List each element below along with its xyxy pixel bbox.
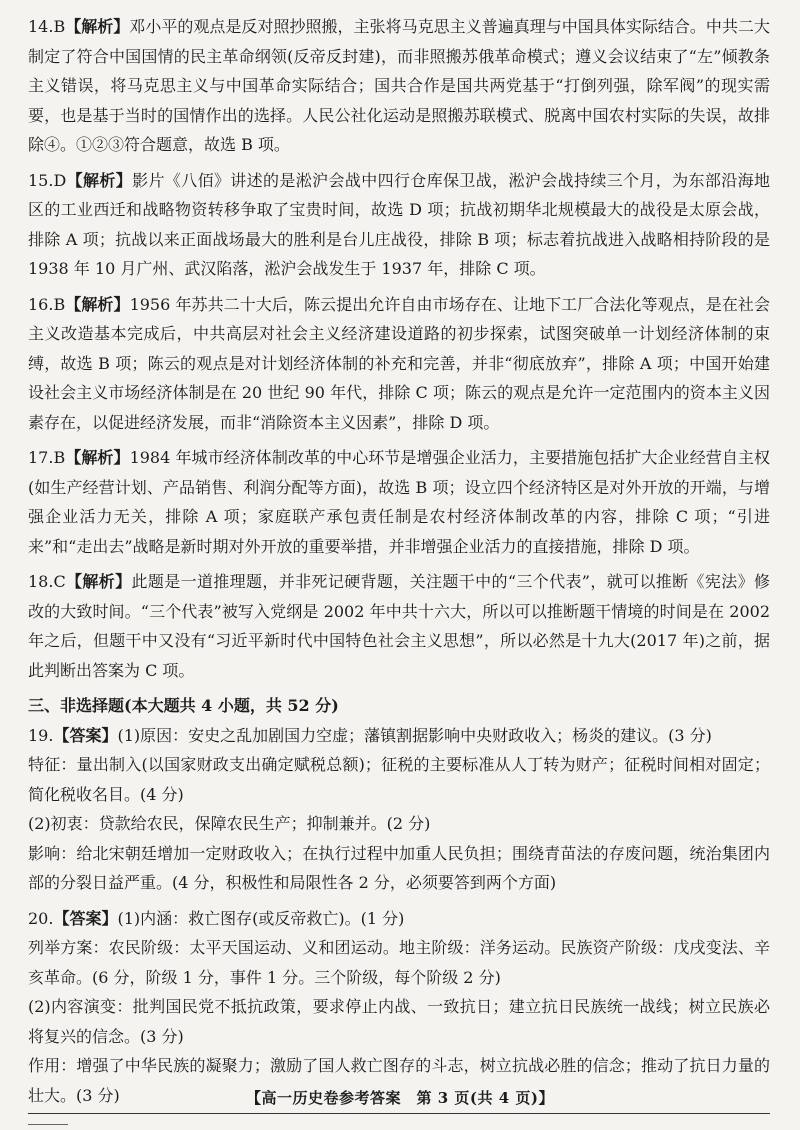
answer-tag: 【答案】	[53, 725, 118, 745]
explanation-tag: 【解析】	[65, 572, 132, 591]
answer-part-1: (1)内涵：救亡图存(或反帝救亡)。(1 分)	[117, 908, 405, 928]
question-number: 14.B	[28, 17, 66, 36]
explanation-tag: 【解析】	[65, 448, 130, 467]
question-17-explanation	[28, 443, 770, 561]
question-19-answer	[28, 721, 770, 898]
section-heading: 三、非选择题(本大题共 4 小题，共 52 分)	[28, 696, 339, 715]
question-number: 16.B	[28, 294, 66, 314]
question-18-explanation	[28, 567, 770, 685]
question-number: 17.B	[28, 448, 66, 467]
answer-part-1: (1)原因：安史之乱加剧国力空虚；藩镇割据影响中央财政收入；杨炎的建议。(3 分)	[117, 725, 712, 745]
footer-corner-mark	[28, 1124, 68, 1125]
question-15-explanation	[28, 166, 770, 284]
answer-part-3: (2)初衷：贷款给农民，保障农民生产；抑制兼并。(2 分)	[28, 814, 431, 833]
question-16-explanation	[28, 290, 770, 438]
explanation-text: 此题是一道推理题，并非死记硬背题，关注题干中的“三个代表”，就可以推断《宪法》修改的大致时间。“三个代表”被写入党纲是 2002 年中共十六大，所以可以推断题干情境的时间是在 2002 年之后，但题干中又没有“习近平新时代中国特色社会主义思想”，所以必然是十九大(2017 年)之前，据此判断出答案为 C 项。	[28, 572, 770, 680]
explanation-tag: 【解析】	[65, 17, 130, 36]
footer-divider	[28, 1113, 770, 1114]
answer-tag: 【答案】	[53, 908, 118, 928]
answer-part-2: 特征：量出制入(以国家财政支出确定赋税总额)；征税的主要标准从人丁转为财产；征税时间相对固定；简化税收名目。(4 分)	[28, 755, 770, 804]
answer-part-2: 列举方案：农民阶级：太平天国运动、义和团运动。地主阶级：洋务运动。民族资产阶级：戊戌变法、辛亥革命。(6 分，阶级 1 分，事件 1 分。三个阶级，每个阶级 2 分)	[28, 938, 770, 987]
question-number: 15.D	[28, 170, 67, 190]
explanation-text: 1956 年苏共二十大后，陈云提出允许自由市场存在、让地下工厂合法化等观点，是在社会主义改造基本完成后，中共高层对社会主义经济建设道路的初步探索，试图突破单一计划经济体制的束缚，故选 B 项；陈云的观点是对计划经济体制的补充和完善，并非“彻底放弃”，排除 A 项；中国开始建设社会主义市场经济体制是在 20 世纪 90 年代，排除 C 项；陈云的观点是允许一定范围内的资本主义因素存在，以促进经济发展，而非“消除资本主义因素”，排除 D 项。	[28, 294, 770, 432]
answer-part-4: 作用：增强了中华民族的凝聚力；激励了国人救亡图存的斗志，树立抗战必胜的信念；推动了抗日力量的壮大。(3 分)	[28, 1056, 770, 1105]
question-number: 20.	[28, 908, 54, 928]
question-number: 18.C	[28, 572, 66, 591]
answer-part-3: (2)内容演变：批判国民党不抵抗政策，要求停止内战、一致抗日；建立抗日民族统一战线；树立民族必将复兴的信念。(3 分)	[28, 997, 770, 1046]
question-14-explanation	[28, 12, 770, 160]
answer-part-4: 影响：给北宋朝廷增加一定财政收入；在执行过程中加重人民负担；围绕青苗法的存废问题，统治集团内部的分裂日益严重。(4 分，积极性和局限性各 2 分，必须要答到两个方面)	[28, 843, 770, 892]
question-number: 19.	[28, 725, 54, 745]
explanation-text: 邓小平的观点是反对照抄照搬，主张将马克思主义普遍真理与中国具体实际结合。中共二大制定了符合中国国情的民主革命纲领(反帝反封建)，而非照搬苏俄革命模式；遵义会议结束了“左”倾教条主义错误，将马克思主义与中国革命实际结合；国共合作是国共两党基于“打倒列强，除军阀”的现实需要，也是基于当时的国情作出的选择。人民公社化运动是照搬苏联模式、脱离中国农村实际的失误，故排除④。①②③符合题意，故选 B 项。	[28, 17, 770, 154]
explanation-text: 1984 年城市经济体制改革的中心环节是增强企业活力，主要措施包括扩大企业经营自主权(如生产经营计划、产品销售、利润分配等方面)，故选 B 项；设立四个经济特区是对外开放的开端，与增强企业活力无关，排除 A 项；家庭联产承包责任制是农村经济体制改革的内容，排除 C 项；“引进来”和“走出去”战略是新时期对外开放的重要举措，并非增强企业活力的直接措施，排除 D 项。	[28, 448, 770, 556]
explanation-tag: 【解析】	[65, 294, 130, 314]
explanation-text: 影片《八佰》讲述的是淞沪会战中四行仓库保卫战，淞沪会战持续三个月，为东部沿海地区的工业西迁和战略物资转移争取了宝贵时间，故选 D 项；抗战初期华北规模最大的战役是太原会战，排除 A 项；抗战以来正面战场最大的胜利是台儿庄战役，排除 B 项；标志着抗战进入战略相持阶段的是 1938 年 10 月广州、武汉陷落，淞沪会战发生于 1937 年，排除 C 项。	[28, 170, 770, 278]
question-20-answer	[28, 904, 770, 1111]
page-footer: 【高一历史卷参考答案 第 3 页(共 4 页)】	[246, 1089, 554, 1107]
explanation-tag: 【解析】	[66, 170, 133, 190]
